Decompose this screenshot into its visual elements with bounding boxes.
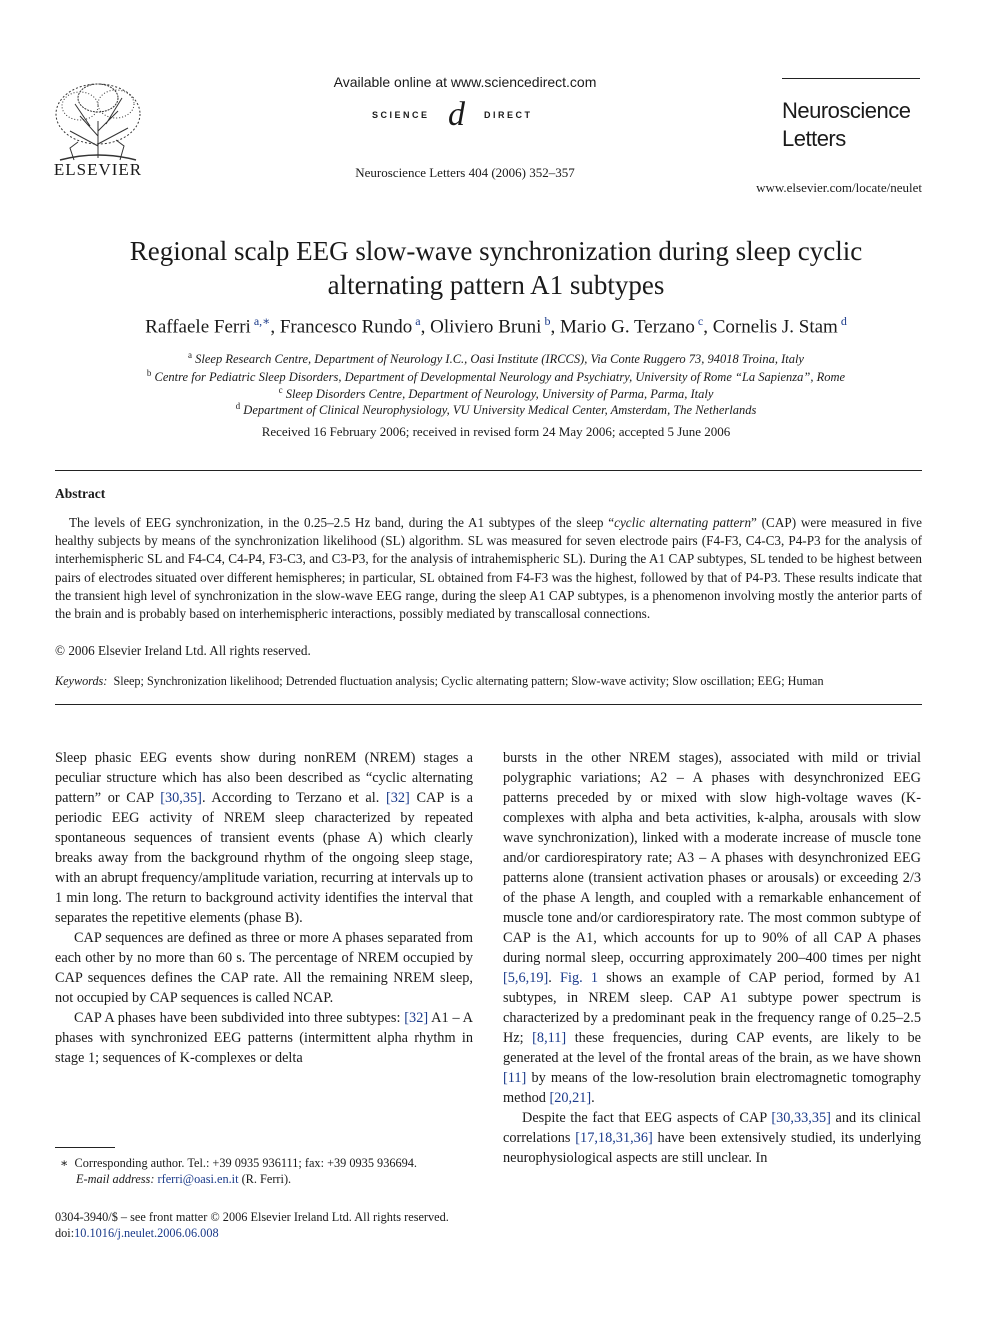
affiliation-a: $^a$ Sleep Research Centre, Department of Neurology I.C., Oasi Institute (IRCCS), Via Conte Ruggero 73, 94018 Troina, Italy — [188, 350, 804, 367]
author-list: Raffaele Ferri $^{a,∗}$, Francesco Rundo $^a$, Oliviero Bruni $^b$, Mario G. Terzano $^c$, Cornelis J. Stam $^d$ — [145, 314, 847, 338]
citation-link[interactable]: [32] — [386, 790, 410, 806]
sciencedirect-at-glyph: d — [448, 96, 465, 133]
footnote-rule — [55, 1147, 115, 1148]
title-line-1: Regional scalp EEG slow-wave synchronization during sleep cyclic — [129, 236, 863, 266]
keywords-label: Keywords: — [55, 674, 108, 688]
author-affiliation-mark[interactable]: b — [541, 314, 551, 328]
corresponding-author-note: ∗ Corresponding author. Tel.: +39 0935 936111; fax: +39 0935 936694. — [60, 1156, 418, 1170]
author-affiliation-mark[interactable]: a,∗ — [250, 314, 271, 328]
journal-name-line1: Neuroscience — [782, 98, 911, 123]
abstract-heading: Abstract — [55, 486, 106, 501]
citation-link[interactable]: [17,18,31,36] — [575, 1130, 653, 1146]
body-paragraph: CAP sequences are defined as three or more A phases separated from each other by no more than 60 s. The percentage of NREM occupied by CAP sequences defines the CAP rate. All the remaining NREM sleep, not occupied by CAP sequences is called NCAP. — [55, 930, 473, 1006]
affiliation-d: $^d$ Department of Clinical Neurophysiology, VU University Medical Center, Amsterdam, The Netherlands — [235, 401, 757, 418]
author-name: Cornelis J. Stam — [712, 316, 838, 338]
received-dates: Received 16 February 2006; received in revised form 24 May 2006; accepted 5 June 2006 — [261, 424, 731, 439]
body-paragraph: Despite the fact that EEG aspects of CAP [30,33,35] and its clinical correlations [17,18,31,36] have been extensively studied, its underlying neurophysiological aspects are still unclear. In — [503, 1110, 921, 1166]
author-affiliation-mark[interactable]: a — [412, 314, 421, 328]
citation-link[interactable]: [30,35] — [160, 790, 202, 806]
body-paragraph: bursts in the other NREM stages), associated with mild or trivial polygraphic variations; A2 – A phases with desynchronized EEG patterns preceded by or mixed with slow high-voltage waves (K-complexes with alpha and beta activities, k-alpha, arousals with slow wave synchronization), linked with a moderate increase of muscle tone and/or cardiorespiratory rate; A3 – A phases with desynchronized EEG patterns alone (transient activation phases or arousals) or exceeding 2/3 of the phase A length, and coupled with a remarkable enhancement of muscle tone and/or cardiorespiratory rate. The most common subtype of CAP is the A1, which accounts for up to 90% of all CAP A phases during normal sleep, occurring approximately 200–400 times per night [5,6,19]. Fig. 1 shows an example of CAP period, formed by A1 subtypes, in NREM sleep. CAP A1 subtype power spectrum is characterized by a predominant peak in the frequency range of 0.25–2.5 Hz; [8,11] these frequencies, during CAP events, are likely to be generated at the level of the frontal areas of the brain, as we have shown [11] by means of the low-resolution brain electromagnetic tomography method [20,21]. — [503, 750, 922, 1106]
body-paragraph: Sleep phasic EEG events show during nonREM (NREM) stages a peculiar structure which has also been described as “cyclic alternating pattern” or CAP [30,35]. According to Terzano et al. [32] CAP is a periodic EEG activity of NREM sleep characterized by repeated spontaneous sequences of transient events (phase A) which clearly breaks away from the background rhythm of the ongoing sleep stage, with an abrupt frequency/amplitude variation, recurring at intervals up to 1 min long. The return to background activity identifies the interval that separates the repetitive elements (phase B). — [55, 750, 473, 926]
abstract-top-rule — [55, 470, 922, 471]
email-note: E-mail address: rferri@oasi.en.it (R. Ferri). — [76, 1172, 292, 1186]
author-affiliation-mark[interactable]: c — [694, 314, 704, 328]
journal-rule — [782, 78, 920, 79]
affiliation-c: $^c$ Sleep Disorders Centre, Department of Neurology, University of Parma, Parma, Italy — [278, 385, 714, 402]
affiliation-b: $^b$ Centre for Pediatric Sleep Disorders, Department of Developmental Neurology and Psychiatry, University of Rome “La Sapienza”, Rome — [146, 368, 846, 385]
article-title — [60, 234, 932, 302]
journal-name-line2: Letters — [782, 126, 846, 151]
citation-link[interactable]: [30,33,35] — [771, 1110, 831, 1126]
citation-link[interactable]: [11] — [503, 1070, 527, 1086]
citation-link[interactable]: [20,21] — [549, 1090, 592, 1106]
publisher-logo-text: ELSEVIER — [53, 160, 143, 179]
body-column-right — [503, 748, 921, 1168]
email-link[interactable]: rferri@oasi.en.it — [157, 1172, 239, 1186]
abstract-copyright: © 2006 Elsevier Ireland Ltd. All rights reserved. — [55, 643, 311, 658]
author-affiliation-mark[interactable]: d — [837, 314, 847, 328]
citation-link[interactable]: [5,6,19] — [503, 970, 549, 986]
journal-url-link[interactable]: www.elsevier.com/locate/neulet — [756, 180, 922, 195]
citation-link[interactable]: [32] — [404, 1010, 429, 1026]
author-name: Mario G. Terzano — [559, 316, 695, 338]
citation-link[interactable]: [8,11] — [532, 1030, 567, 1046]
keywords — [55, 674, 922, 689]
available-online-text: Available online at www.sciencedirect.com — [333, 74, 597, 90]
sciencedirect-left-word: SCIENCE — [372, 110, 430, 120]
abstract-body: The levels of EEG synchronization, in the 0.25–2.5 Hz band, during the A1 subtypes of the sleep “cyclic alternating pattern” (CAP) were measured in five healthy subjects by means of the synchronization likelihood (SL) algorithm. SL was measured for seven electrode pairs (F4-F3, C4-C3, P4-P3 for the analysis of interhemispheric SL and F4-C4, C4-P4, F3-C3, and C3-P3, for the analysis of intrahemispheric SL). During the A1 CAP subtypes, SL tended to be highest between pairs of electrodes situated over different hemispheres; in particular, SL obtained from F4-F3 was the highest, followed by that of P4-P3. These results indicate that the transient high level of synchronization in the slow-wave EEG range, during the sleep A1 CAP subtypes, is a phenomenon involving mostly the anterior parts of the brain and is probably based on interhemispheric interactions, possibly mediated by transcallosal connections. — [55, 515, 922, 622]
body-paragraph: CAP A phases have been subdivided into three subtypes: [32] A1 – A phases with synchronized EEG patterns (intermittent alpha rhythm in stage 1; sequences of K-complexes or delta — [55, 1010, 474, 1066]
sciencedirect-right-word: DIRECT — [484, 110, 533, 120]
doi-link[interactable]: 10.1016/j.neulet.2006.06.008 — [74, 1226, 219, 1240]
author-name: Francesco Rundo — [279, 316, 413, 338]
front-matter: 0304-3940/$ – see front matter © 2006 Elsevier Ireland Ltd. All rights reserved. — [55, 1210, 449, 1224]
citation-link[interactable]: Fig. 1 — [560, 970, 599, 986]
author-name: Raffaele Ferri — [145, 316, 251, 338]
sciencedirect-logo — [360, 98, 570, 134]
journal-citation: Neuroscience Letters 404 (2006) 352–357 — [355, 165, 575, 180]
title-line-2: alternating pattern A1 subtypes — [327, 270, 665, 300]
keywords-list: Sleep; Synchronization likelihood; Detrended fluctuation analysis; Cyclic alternating pattern; Slow-wave activity; Slow oscillation; EEG; Human — [113, 674, 824, 688]
doi-line: doi:10.1016/j.neulet.2006.06.008 — [55, 1226, 219, 1240]
body-column-left — [55, 748, 473, 1068]
abstract-bottom-rule — [55, 704, 922, 705]
author-name: Oliviero Bruni — [430, 316, 542, 338]
